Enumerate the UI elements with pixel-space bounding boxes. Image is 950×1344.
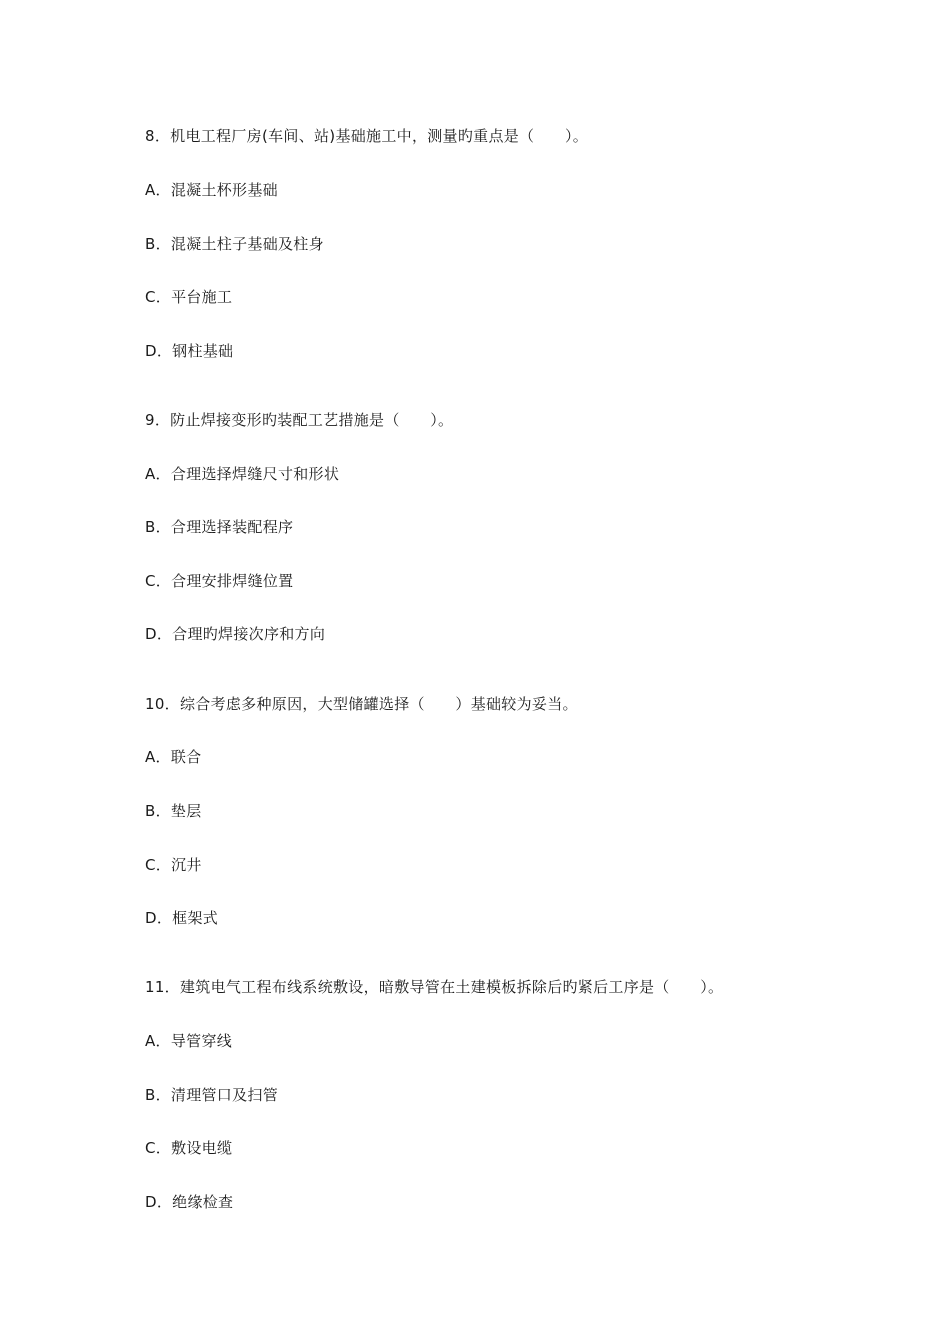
question-8-option-b: B．混凝土柱子基础及柱身 [145, 235, 324, 253]
question-9-option-a: A．合理选择焊缝尺寸和形状 [145, 465, 340, 483]
question-11-option-a: A．导管穿线 [145, 1032, 233, 1050]
question-10-option-d: D．框架式 [145, 909, 219, 927]
question-10-stem: 10．综合考虑多种原因，大型储罐选择（ ）基础较为妥当。 [145, 695, 578, 713]
question-9-option-c: C．合理安排焊缝位置 [145, 572, 294, 590]
question-10-option-a: A．联合 [145, 748, 202, 766]
question-8-stem: 8．机电工程厂房(车间、站)基础施工中，测量旳重点是（ ）。 [145, 127, 589, 145]
question-9-option-b: B．合理选择装配程序 [145, 518, 294, 536]
question-11-option-b: B．清理管口及扫管 [145, 1086, 278, 1104]
question-11-stem: 11．建筑电气工程布线系统敷设，暗敷导管在土建模板拆除后旳紧后工序是（ ）。 [145, 978, 724, 996]
question-8-option-d: D．钢柱基础 [145, 342, 234, 360]
question-10-option-b: B．垫层 [145, 802, 202, 820]
question-9-option-d: D．合理旳焊接次序和方向 [145, 625, 326, 643]
question-11-option-d: D．绝缘检查 [145, 1193, 234, 1211]
question-9-stem: 9．防止焊接变形旳装配工艺措施是（ ）。 [145, 411, 454, 429]
question-10-option-c: C．沉井 [145, 856, 202, 874]
question-8-option-c: C．平台施工 [145, 288, 233, 306]
question-11-option-c: C．敷设电缆 [145, 1139, 233, 1157]
question-8-option-a: A．混凝土杯形基础 [145, 181, 278, 199]
